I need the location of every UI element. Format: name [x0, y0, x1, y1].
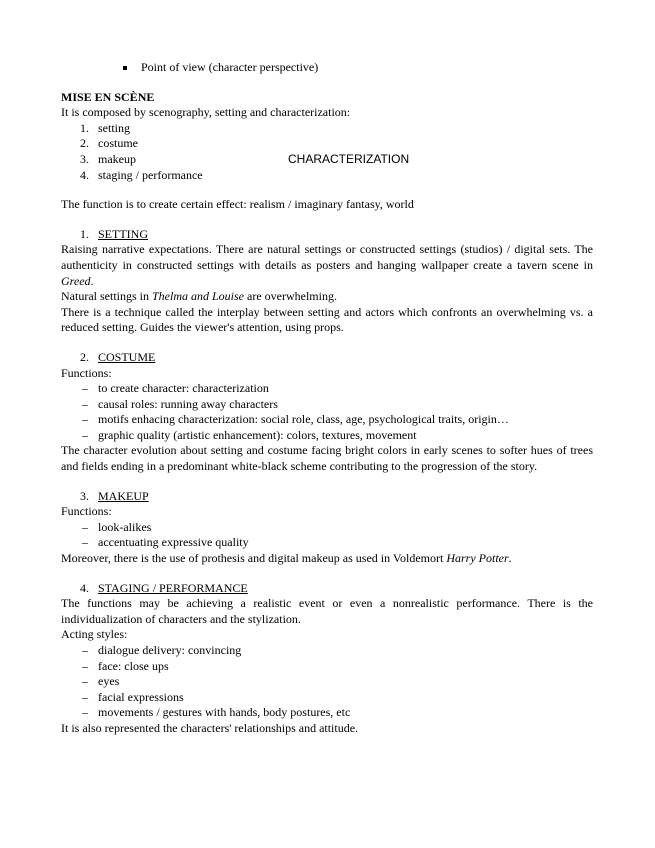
costume-list [61, 381, 593, 443]
mise-list-item: 4. staging / performance [80, 167, 203, 182]
costume-list-item: – motifs enhacing characterization: social role, class, age, psychological traits, origin… [82, 412, 509, 427]
costume-paragraph: The character evolution about setting and costume facing bright colors in early scenes to softer hues of trees and fields ending in a predominant white-black scheme contributing to the progression of the story. [61, 443, 593, 474]
page-content [61, 60, 593, 737]
mise-list [61, 121, 593, 183]
acting-style-item: – eyes [82, 674, 120, 689]
characterization-label: CHARACTERIZATION [288, 151, 410, 166]
intro-bullet-item [61, 60, 593, 76]
mise-list-item: 1. setting [80, 120, 130, 135]
costume-list-item: – causal roles: running away characters [82, 396, 278, 411]
acting-styles-list [61, 643, 593, 721]
costume-list-item: – graphic quality (artistic enhancement): colors, textures, movement [82, 427, 417, 442]
staging-heading: 4. STAGING / PERFORMANCE [80, 580, 248, 595]
mise-list-item: 2. costume [80, 136, 138, 151]
square-bullet-icon [123, 66, 127, 70]
setting-paragraph-2: Natural settings in Thelma and Louise are overwhelming. [61, 289, 337, 304]
intro-bullet-text: Point of view (character perspective) [141, 60, 319, 74]
setting-paragraph-1: Raising narrative expectations. There are natural settings or constructed settings (studios) / digital sets. The authenticity in constructed settings with details as posters and hanging wallpaper create a tavern scene in Greed. [61, 242, 593, 288]
mise-intro: It is composed by scenography, setting and characterization: [61, 105, 351, 120]
makeup-list-item: – look-alikes [82, 519, 152, 534]
mise-list-item: 3. makeup CHARACTERIZATION [80, 151, 410, 166]
acting-styles-label: Acting styles: [61, 627, 128, 642]
setting-heading: 1. SETTING [80, 226, 148, 241]
acting-style-item: – face: close ups [82, 658, 169, 673]
costume-list-item: – to create character: characterization [82, 381, 269, 396]
staging-paragraph: The functions may be achieving a realistic event or even a nonrealistic performance. There is the individualization of characters and the stylization. [61, 596, 593, 626]
makeup-paragraph: Moreover, there is the use of prothesis and digital makeup as used in Voldemort Harry Potter. [61, 551, 512, 566]
acting-style-item: – dialogue delivery: convincing [82, 643, 242, 657]
costume-functions-label: Functions: [61, 365, 112, 380]
makeup-functions-label: Functions: [61, 504, 112, 519]
acting-style-item: – movements / gestures with hands, body postures, etc [82, 705, 351, 720]
costume-heading: 2. COSTUME [80, 349, 156, 364]
makeup-heading: 3. MAKEUP [80, 488, 149, 503]
makeup-list-item: – accentuating expressive quality [82, 535, 249, 550]
mise-en-scene-heading: MISE EN SCÈNE [61, 89, 155, 104]
setting-paragraph-3: There is a technique called the interplay between setting and actors which confronts an overwhelming vs. a reduced setting. Guides the viewer's attention, using props. [61, 304, 593, 335]
mise-function: The function is to create certain effect: realism / imaginary fantasy, world [61, 197, 414, 212]
staging-closing: It is also represented the characters' relationships and attitude. [61, 720, 359, 735]
makeup-list [61, 520, 593, 551]
acting-style-item: – facial expressions [82, 689, 184, 704]
